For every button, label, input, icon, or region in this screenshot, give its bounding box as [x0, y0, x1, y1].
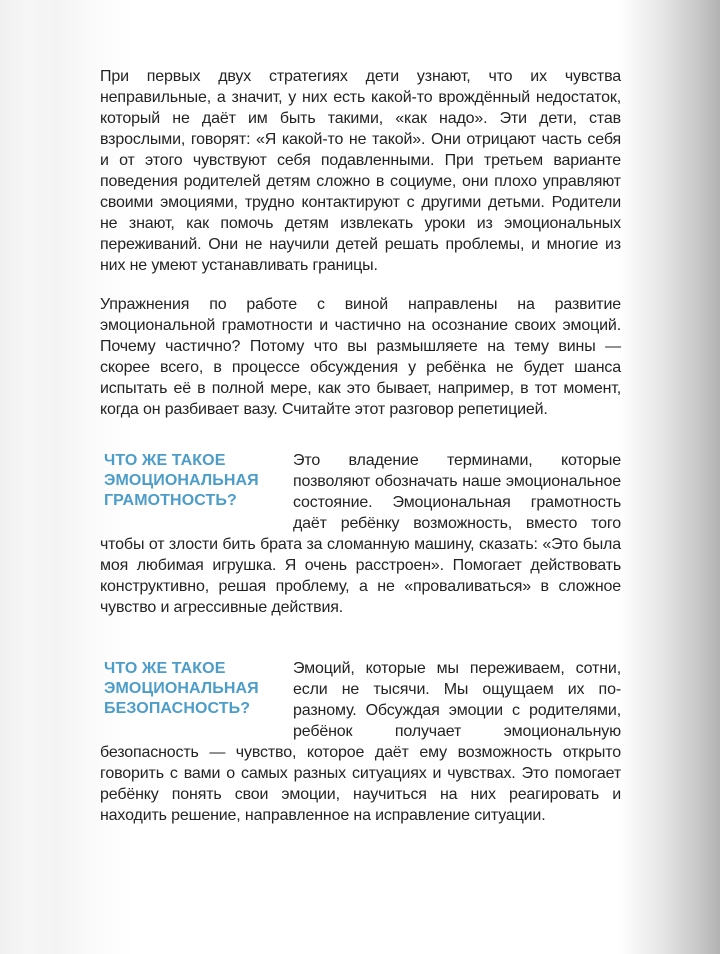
paragraph-guilt-exercises: Упражнения по работе с виной направлены на развитие эмоциональной грамотности и частично на осознание своих эмоций. Почему частично? Потому что вы размышляете на тему вины — скорее всего, в процессе обсуждения у ребёнка не будет шанса испытать её в полной мере, как это бывает, например, в тот момент, когда он разбивает вазу. Считайте этот разговор репетицией. [100, 296, 621, 418]
section-body-emotional-literacy: Это владение терминами, которые позволяют обозначать наше эмоциональное состояние. Эмоциональная грамотность даёт ребёнку возможность, вместо того чтобы от злости бить брата за сломанную машину, сказать: «Это была моя любимая игрушка. Я очень расстроен». Помогает действовать конструктивно, решая проблему, а не «проваливаться» в сложное чувство и агрессивные действия. [100, 452, 621, 616]
section-emotional-literacy [100, 450, 621, 618]
section-heading-emotional-safety: ЧТО ЖЕ ТАКОЕ ЭМОЦИОНАЛЬНАЯ БЕЗОПАСНОСТЬ? [104, 660, 259, 717]
paragraph-strategies: При первых двух стратегиях дети узнают, что их чувства неправильные, а значит, у них есть какой-то врождённый недостаток, который не даёт им быть такими, «как надо». Эти дети, став взрослыми, говорят: «Я какой-то не такой». Они отрицают часть себя и от этого чувствуют себя подавленными. При третьем варианте поведения родителей детям сложно в социуме, они плохо управляют своими эмоциями, трудно контактируют с другими детьми. Родители не знают, как помочь детям извлекать уроки из эмоциональных переживаний. Они не научили детей решать проблемы, и многие из них не умеют устанавливать границы. [100, 68, 621, 274]
section-body-emotional-safety: Эмоций, которые мы переживаем, сотни, если не тысячи. Мы ощущаем их по-разному. Обсуждая эмоции с родителями, ребёнок получает эмоциональную безопасность — чувство, которое даёт ему возможность открыто говорить с вами о самых разных ситуациях и чувствах. Это помогает ребёнку понять свои эмоции, научиться на них реагировать и находить решение, направленное на исправление ситуации. [100, 660, 621, 824]
section-heading-emotional-literacy: ЧТО ЖЕ ТАКОЕ ЭМОЦИОНАЛЬНАЯ ГРАМОТНОСТЬ? [104, 452, 259, 509]
page-content [100, 66, 621, 826]
section-emotional-safety [100, 658, 621, 826]
